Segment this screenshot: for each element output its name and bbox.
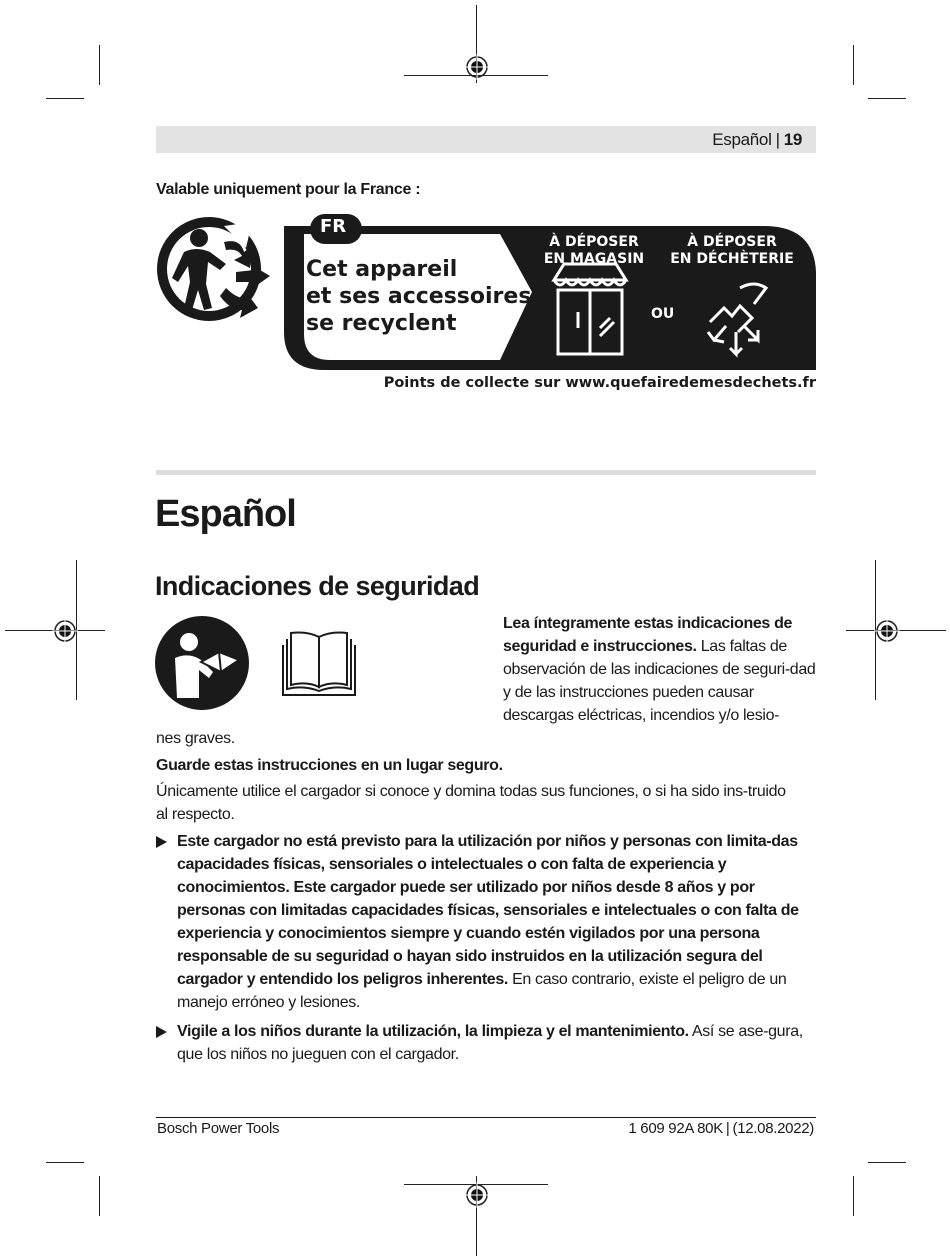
bullet-arrow-icon xyxy=(156,836,167,848)
registration-mark-icon xyxy=(874,618,900,644)
bullet-text: Así se ase-gura, que los niños no jueguen con el cargador. xyxy=(177,1023,803,1063)
intro-text: Las faltas de observación de las indicaciones de seguri-dad y de las instrucciones pueden causar descargas eléctricas, incendios y/o lesio- xyxy=(503,638,816,724)
doc-number: 1 609 92A 80K xyxy=(628,1120,723,1137)
option-or: OU xyxy=(651,306,675,322)
doc-date: (12.08.2022) xyxy=(732,1120,814,1137)
bullet-bold: Este cargador no está previsto para la utilización por niños y personas con limita-das capacidades físicas, sensoriales o intelectuales o con falta de experiencia y conocimientos. Este cargador puede ser utilizado por niños desde 8 años y por personas con limitadas capacidades físicas, sensoriales e intelectuales o con falta de experiencia y conocimientos siempre y cuando estén vigilados por una persona responsable de su seguridad o hayan sido instruidos en la utilización segura del cargador y entendido los peligros inherentes. xyxy=(177,833,799,988)
bullet-bold: Vigile a los niños durante la utilización, la limpieza y el mantenimiento. xyxy=(177,1023,689,1040)
list-item xyxy=(156,1020,818,1066)
collection-points-text: Points de collecte sur www.quefairedemesdechets.fr xyxy=(383,375,816,391)
keep-safe-note: Guarde estas instrucciones en un lugar seguro. xyxy=(156,757,503,774)
page-number: 19 xyxy=(783,130,802,149)
open-book-icon xyxy=(281,631,357,697)
header-separator: | xyxy=(775,130,780,149)
intro-tail: nes graves. xyxy=(156,730,235,747)
triman-recycling-logo xyxy=(154,212,816,372)
recycle-message: Cet appareil et ses accessoires se recyclent xyxy=(306,257,532,336)
france-only-title: Valable uniquement pour la France : xyxy=(156,181,421,198)
footer-doc-info xyxy=(628,1120,814,1137)
registration-mark-icon xyxy=(464,54,490,80)
running-header xyxy=(156,126,816,153)
section-title: Español xyxy=(155,493,296,535)
footer-separator: | xyxy=(725,1120,730,1137)
footer-brand: Bosch Power Tools xyxy=(157,1120,280,1137)
header-language: Español xyxy=(712,130,772,149)
option-store: À DÉPOSER EN MAGASIN xyxy=(543,234,645,267)
bullet-arrow-icon xyxy=(156,1026,167,1038)
registration-mark-icon xyxy=(52,618,78,644)
intro-paragraph xyxy=(503,612,819,727)
intro-bold: Lea íntegramente estas indicaciones de seguridad e instrucciones. xyxy=(503,615,793,655)
fr-badge: FR xyxy=(320,216,347,237)
section-divider xyxy=(156,470,816,475)
triman-icon xyxy=(157,217,270,321)
read-manual-person-icon xyxy=(155,616,249,710)
option-dump: À DÉPOSER EN DÉCHÈTERIE xyxy=(670,234,794,267)
section-subtitle: Indicaciones de seguridad xyxy=(155,571,480,601)
footer-rule xyxy=(156,1117,816,1118)
list-item xyxy=(156,830,818,1014)
registration-mark-icon xyxy=(464,1182,490,1208)
only-use-paragraph: Únicamente utilice el cargador si conoce y domina todas sus funciones, o si ha sido ins-truido al respecto. xyxy=(156,783,786,823)
bullet-text: En caso contrario, existe el peligro de un manejo erróneo y lesiones. xyxy=(177,971,787,1011)
